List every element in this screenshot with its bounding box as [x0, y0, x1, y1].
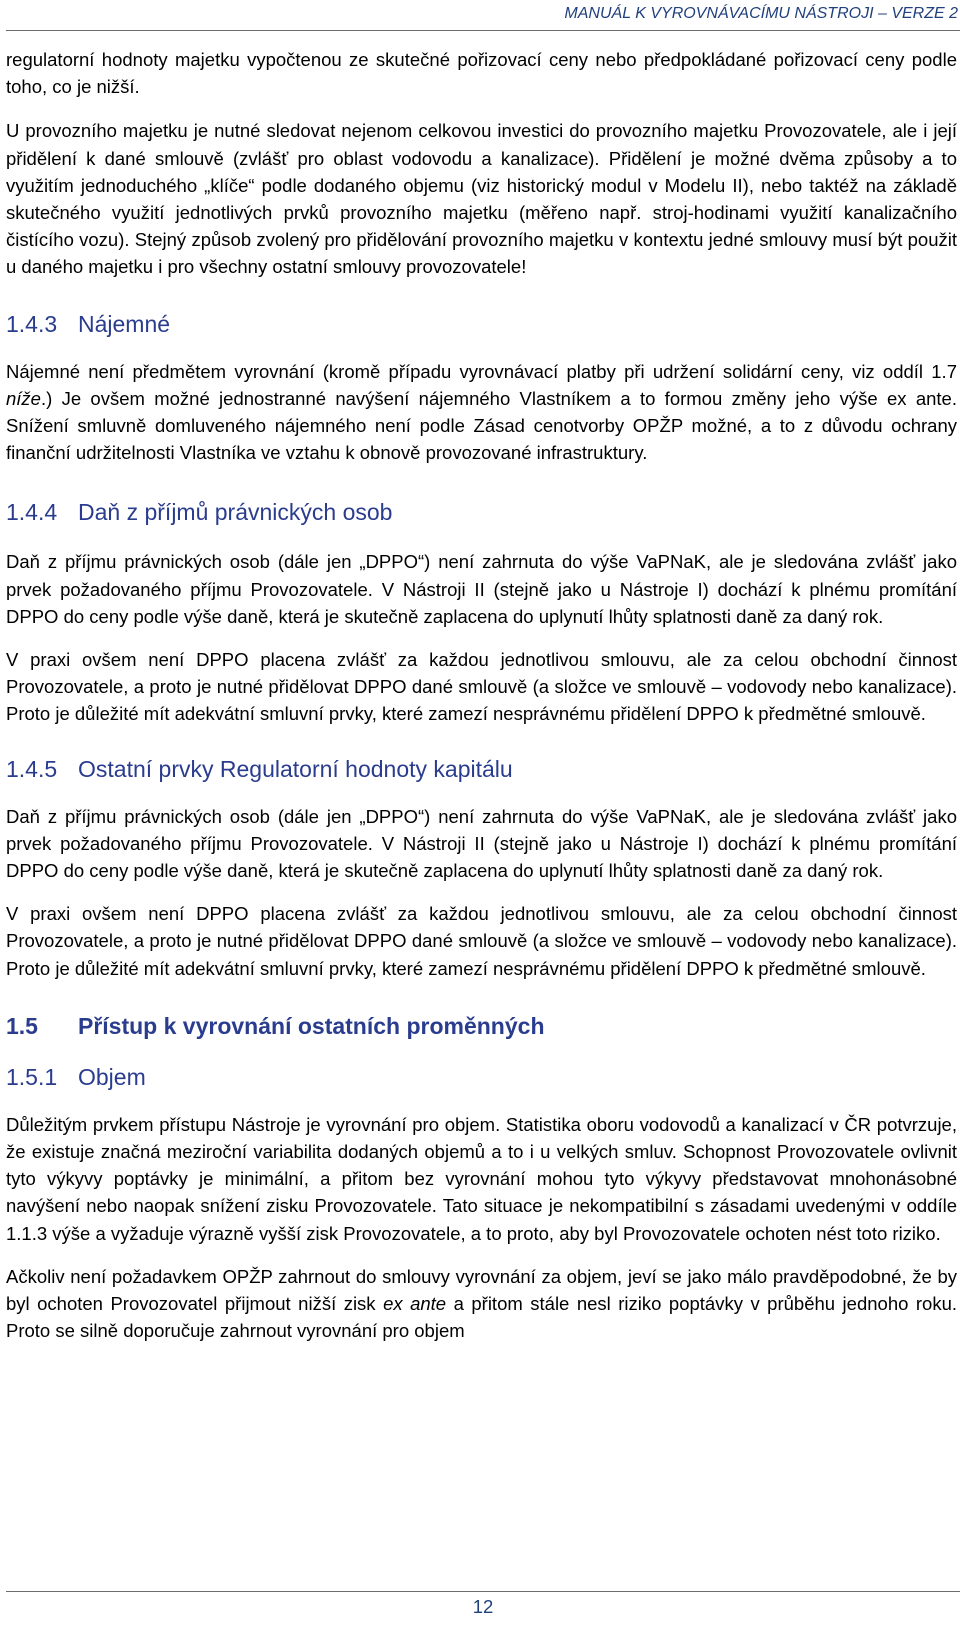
paragraph	[6, 1263, 957, 1345]
section-number: 1.5.1	[6, 1063, 58, 1090]
section-number: 1.4.3	[6, 310, 58, 337]
section-title: Objem	[78, 1063, 146, 1090]
paragraph: Důležitým prvkem přístupu Nástroje je vyrovnání pro objem. Statistika oboru vodovodů a kanalizací v ČR potvrzuje, že existuje značná meziroční variabilita dodaných objemů a to i u velkých smluv. Schopnost Provozovatele ovlivnit tyto výkyvy poptávky je minimální, a přitom bez vyrovnání mohou tyto výkyvy představovat mnohonásobné navýšení nebo naopak snížení zisku Provozovatele. Tato situace je nekompatibilní s zásadami uvedenými v oddíle 1.1.3 výše a vyžaduje výrazně vyšší zisk Provozovatele, a to proto, aby byl Provozovatele ochoten nést toto riziko.	[6, 1113, 957, 1244]
paragraph: regulatorní hodnoty majetku vypočtenou ze skutečné pořizovací ceny nebo předpokládané pořizovací ceny podle toho, co je nižší.	[6, 49, 957, 98]
section-heading-1-4-3	[6, 310, 957, 338]
paragraph: Daň z příjmu právnických osob (dále jen „DPPO“) není zahrnuta do výše VaPNaK, ale je sledována zvlášť jako prvek požadovaného příjmu Provozovatele. V Nástroji II (stejně jako u Nástroje I) dochází k plnému promítání DPPO do ceny podle výše daně, která je skutečně zaplacena do uplynutí lhůty splatnosti daně za daný rok.	[6, 551, 957, 627]
paragraph: Daň z příjmu právnických osob (dále jen „DPPO“) není zahrnuta do výše VaPNaK, ale je sledována zvlášť jako prvek požadovaného příjmu Provozovatele. V Nástroji II (stejně jako u Nástroje I) dochází k plnému promítání DPPO do ceny podle výše daně, která je skutečně zaplacena do uplynutí lhůty splatnosti daně za daný rok.	[6, 805, 957, 882]
page-header	[6, 0, 960, 31]
text-run-italic: níže	[6, 387, 41, 409]
text-run-italic: ex ante	[383, 1293, 447, 1315]
text-run: a přitom stále nesl riziko poptávky v průběhu jednoho roku. Proto se silně doporučuje zahrnout vyrovnání pro objem	[6, 1293, 958, 1342]
section-heading-1-4-4	[6, 498, 957, 526]
paragraph	[6, 358, 957, 467]
section-heading-1-4-5	[6, 755, 957, 783]
section-number: 1.5	[6, 1012, 38, 1039]
text-run: Nájemné není předmětem vyrovnání (kromě případu vyrovnávací platby při udržení solidární ceny, viz oddíl 1.7	[6, 360, 957, 382]
document-body	[6, 46, 957, 1345]
paragraph: V praxi ovšem není DPPO placena zvlášť za každou jednotlivou smlouvu, ale za celou obchodní činnost Provozovatele, a proto je nutné přidělovat DPPO dané smlouvě (a složce ve smlouvě – vodovody nebo kanalizace). Proto je důležité mít adekvátní smluvní prvky, které zamezí nesprávnému přidělení DPPO k předmětné smlouvě.	[6, 903, 957, 979]
section-title: Ostatní prvky Regulatorní hodnoty kapitálu	[78, 755, 513, 782]
header-title: MANUÁL K VYROVNÁVACÍMU NÁSTROJI – VERZE 2	[564, 5, 958, 22]
page-footer	[6, 1591, 960, 1617]
section-number: 1.4.4	[6, 499, 58, 526]
section-title: Přístup k vyrovnání ostatních proměnných	[78, 1012, 545, 1039]
paragraph: V praxi ovšem není DPPO placena zvlášť za každou jednotlivou smlouvu, ale za celou obchodní činnost Provozovatele, a proto je nutné přidělovat DPPO dané smlouvě (a složce ve smlouvě – vodovody nebo kanalizace). Proto je důležité mít adekvátní smluvní prvky, které zamezí nesprávnému přidělení DPPO k předmětné smlouvě.	[6, 649, 957, 725]
page-number: 12	[472, 1596, 494, 1617]
section-heading-1-5	[6, 1012, 957, 1040]
section-title: Daň z příjmů právnických osob	[78, 499, 393, 526]
section-heading-1-5-1	[6, 1063, 957, 1091]
paragraph: U provozního majetku je nutné sledovat nejenom celkovou investici do provozního majetku Provozovatele, ale i její přidělení k dané smlouvě (zvlášť pro oblast vodovodu a kanalizace). Přidělení je možné dvěma způsoby a to využitím jednoduchého „klíče“ podle dodaného objemu (viz historický modul v Modelu II), nebo taktéž na základě skutečného využití jednotlivých prvků provozního majetku (měřeno např. stroj-hodinami využití kanalizačního čistícího vozu). Stejný způsob zvolený pro přidělování provozního majetku v kontextu jedné smlouvy musí být použit u daného majetku i pro všechny ostatní smlouvy provozovatele!	[6, 120, 957, 278]
text-run: Ačkoliv není požadavkem OPŽP zahrnout do smlouvy vyrovnání za objem, jeví se jako málo pravděpodobné, že by byl ochoten Provozovatel přijmout nižší zisk	[6, 1265, 957, 1315]
text-run: .) Je ovšem možné jednostranné navýšení nájemného Vlastníkem a to formou změny jeho výše ex ante. Snížení smluvně domluveného nájemného není podle Zásad cenotvorby OPŽP možné, a to z důvodu ochrany finanční udržitelnosti Vlastníka ve vztahu k obnově provozované infrastruktury.	[6, 387, 957, 464]
section-number: 1.4.5	[6, 755, 58, 782]
section-title: Nájemné	[78, 310, 171, 337]
